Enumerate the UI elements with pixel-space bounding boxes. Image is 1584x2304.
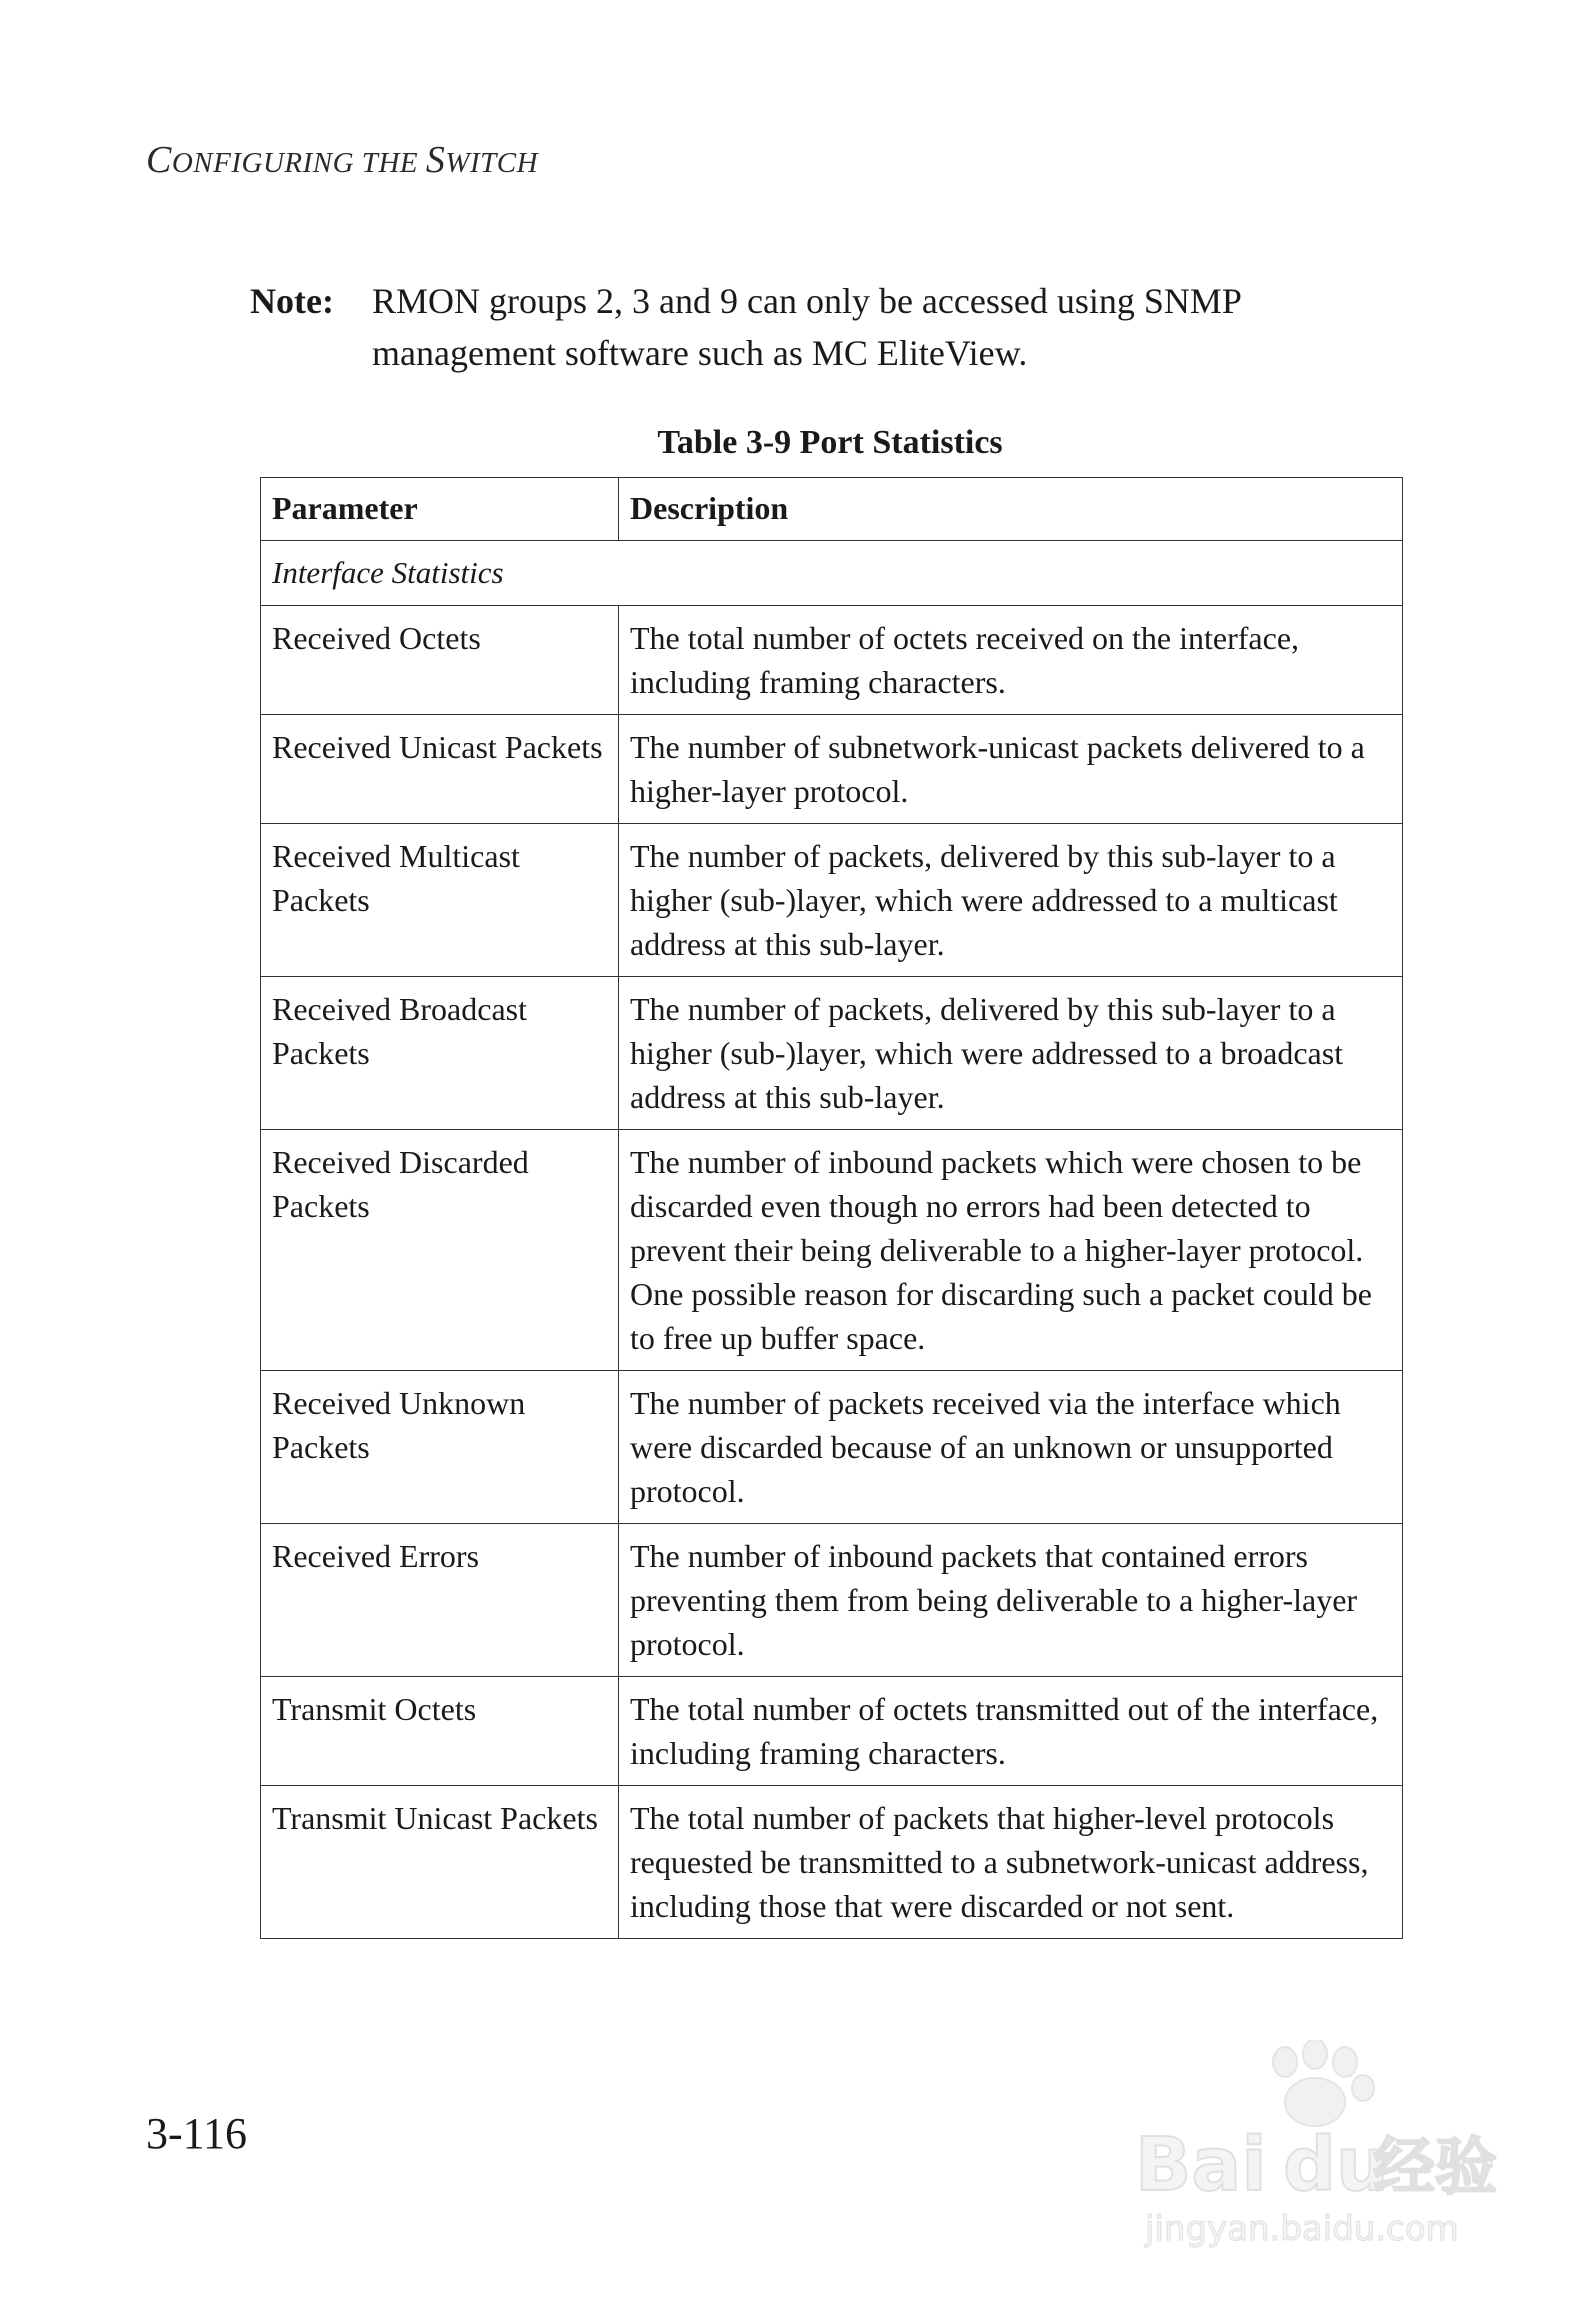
watermark-brand-du: du [1283,2122,1389,2208]
table-row [261,606,1403,715]
note-text: RMON groups 2, 3 and 9 can only be accessed using SNMP management software such as MC EliteView. [372,281,1241,373]
watermark-brand-latin: Bai [1135,2122,1267,2208]
parameter-cell: Received Multicast Packets [261,824,619,977]
parameter-cell: Received Unknown Packets [261,1371,619,1524]
description-cell: The total number of packets that higher-level protocols requested be transmitted to a subnetwork-unicast address, including those that were discarded or not sent. [619,1786,1403,1939]
watermark-brand-cn: 经验 [1373,2130,1498,2203]
parameter-cell: Transmit Octets [261,1677,619,1786]
table-header-row [261,478,1403,541]
baidu-jingyan-watermark [1115,2040,1515,2260]
parameter-cell: Received Broadcast Packets [261,977,619,1130]
table-row [261,1371,1403,1524]
table-row [261,1677,1403,1786]
note-label: Note: [250,281,334,321]
parameter-cell: Received Octets [261,606,619,715]
table-row [261,1786,1403,1939]
section-row [261,541,1403,606]
description-cell: The number of packets received via the interface which were discarded because of an unknown or unsupported protocol. [619,1371,1403,1524]
table-row [261,824,1403,977]
description-cell: The number of inbound packets which were chosen to be discarded even though no errors had been detected to prevent their being deliverable to a higher-layer protocol. One possible reason for discarding such a packet could be to free up buffer space. [619,1130,1403,1371]
parameter-cell: Transmit Unicast Packets [261,1786,619,1939]
description-cell: The total number of octets received on the interface, including framing characters. [619,606,1403,715]
running-head: CONFIGURING THE SWITCH [146,139,539,181]
table-row [261,1524,1403,1677]
description-cell: The total number of octets transmitted out of the interface, including framing characters. [619,1677,1403,1786]
parameter-cell: Received Discarded Packets [261,1130,619,1371]
description-cell: The number of packets, delivered by this sub-layer to a higher (sub-)layer, which were addressed to a broadcast address at this sub-layer. [619,977,1403,1130]
description-cell: The number of packets, delivered by this sub-layer to a higher (sub-)layer, which were addressed to a multicast address at this sub-layer. [619,824,1403,977]
description-cell: The number of subnetwork-unicast packets delivered to a higher-layer protocol. [619,715,1403,824]
port-statistics-table [260,477,1403,1939]
table-row [261,1130,1403,1371]
watermark-url: jingyan.baidu.com [1145,2209,1459,2249]
parameter-cell: Received Unicast Packets [261,715,619,824]
header-parameter: Parameter [261,478,619,541]
table-caption: Table 3-9 Port Statistics [657,424,1003,461]
parameter-cell: Received Errors [261,1524,619,1677]
header-description: Description [619,478,1403,541]
table-row [261,977,1403,1130]
page-number: 3-116 [146,2109,248,2158]
paw-icon [1273,2040,1374,2126]
section-label: Interface Statistics [261,541,1403,606]
table-row [261,715,1403,824]
description-cell: The number of inbound packets that contained errors preventing them from being deliverable to a higher-layer protocol. [619,1524,1403,1677]
